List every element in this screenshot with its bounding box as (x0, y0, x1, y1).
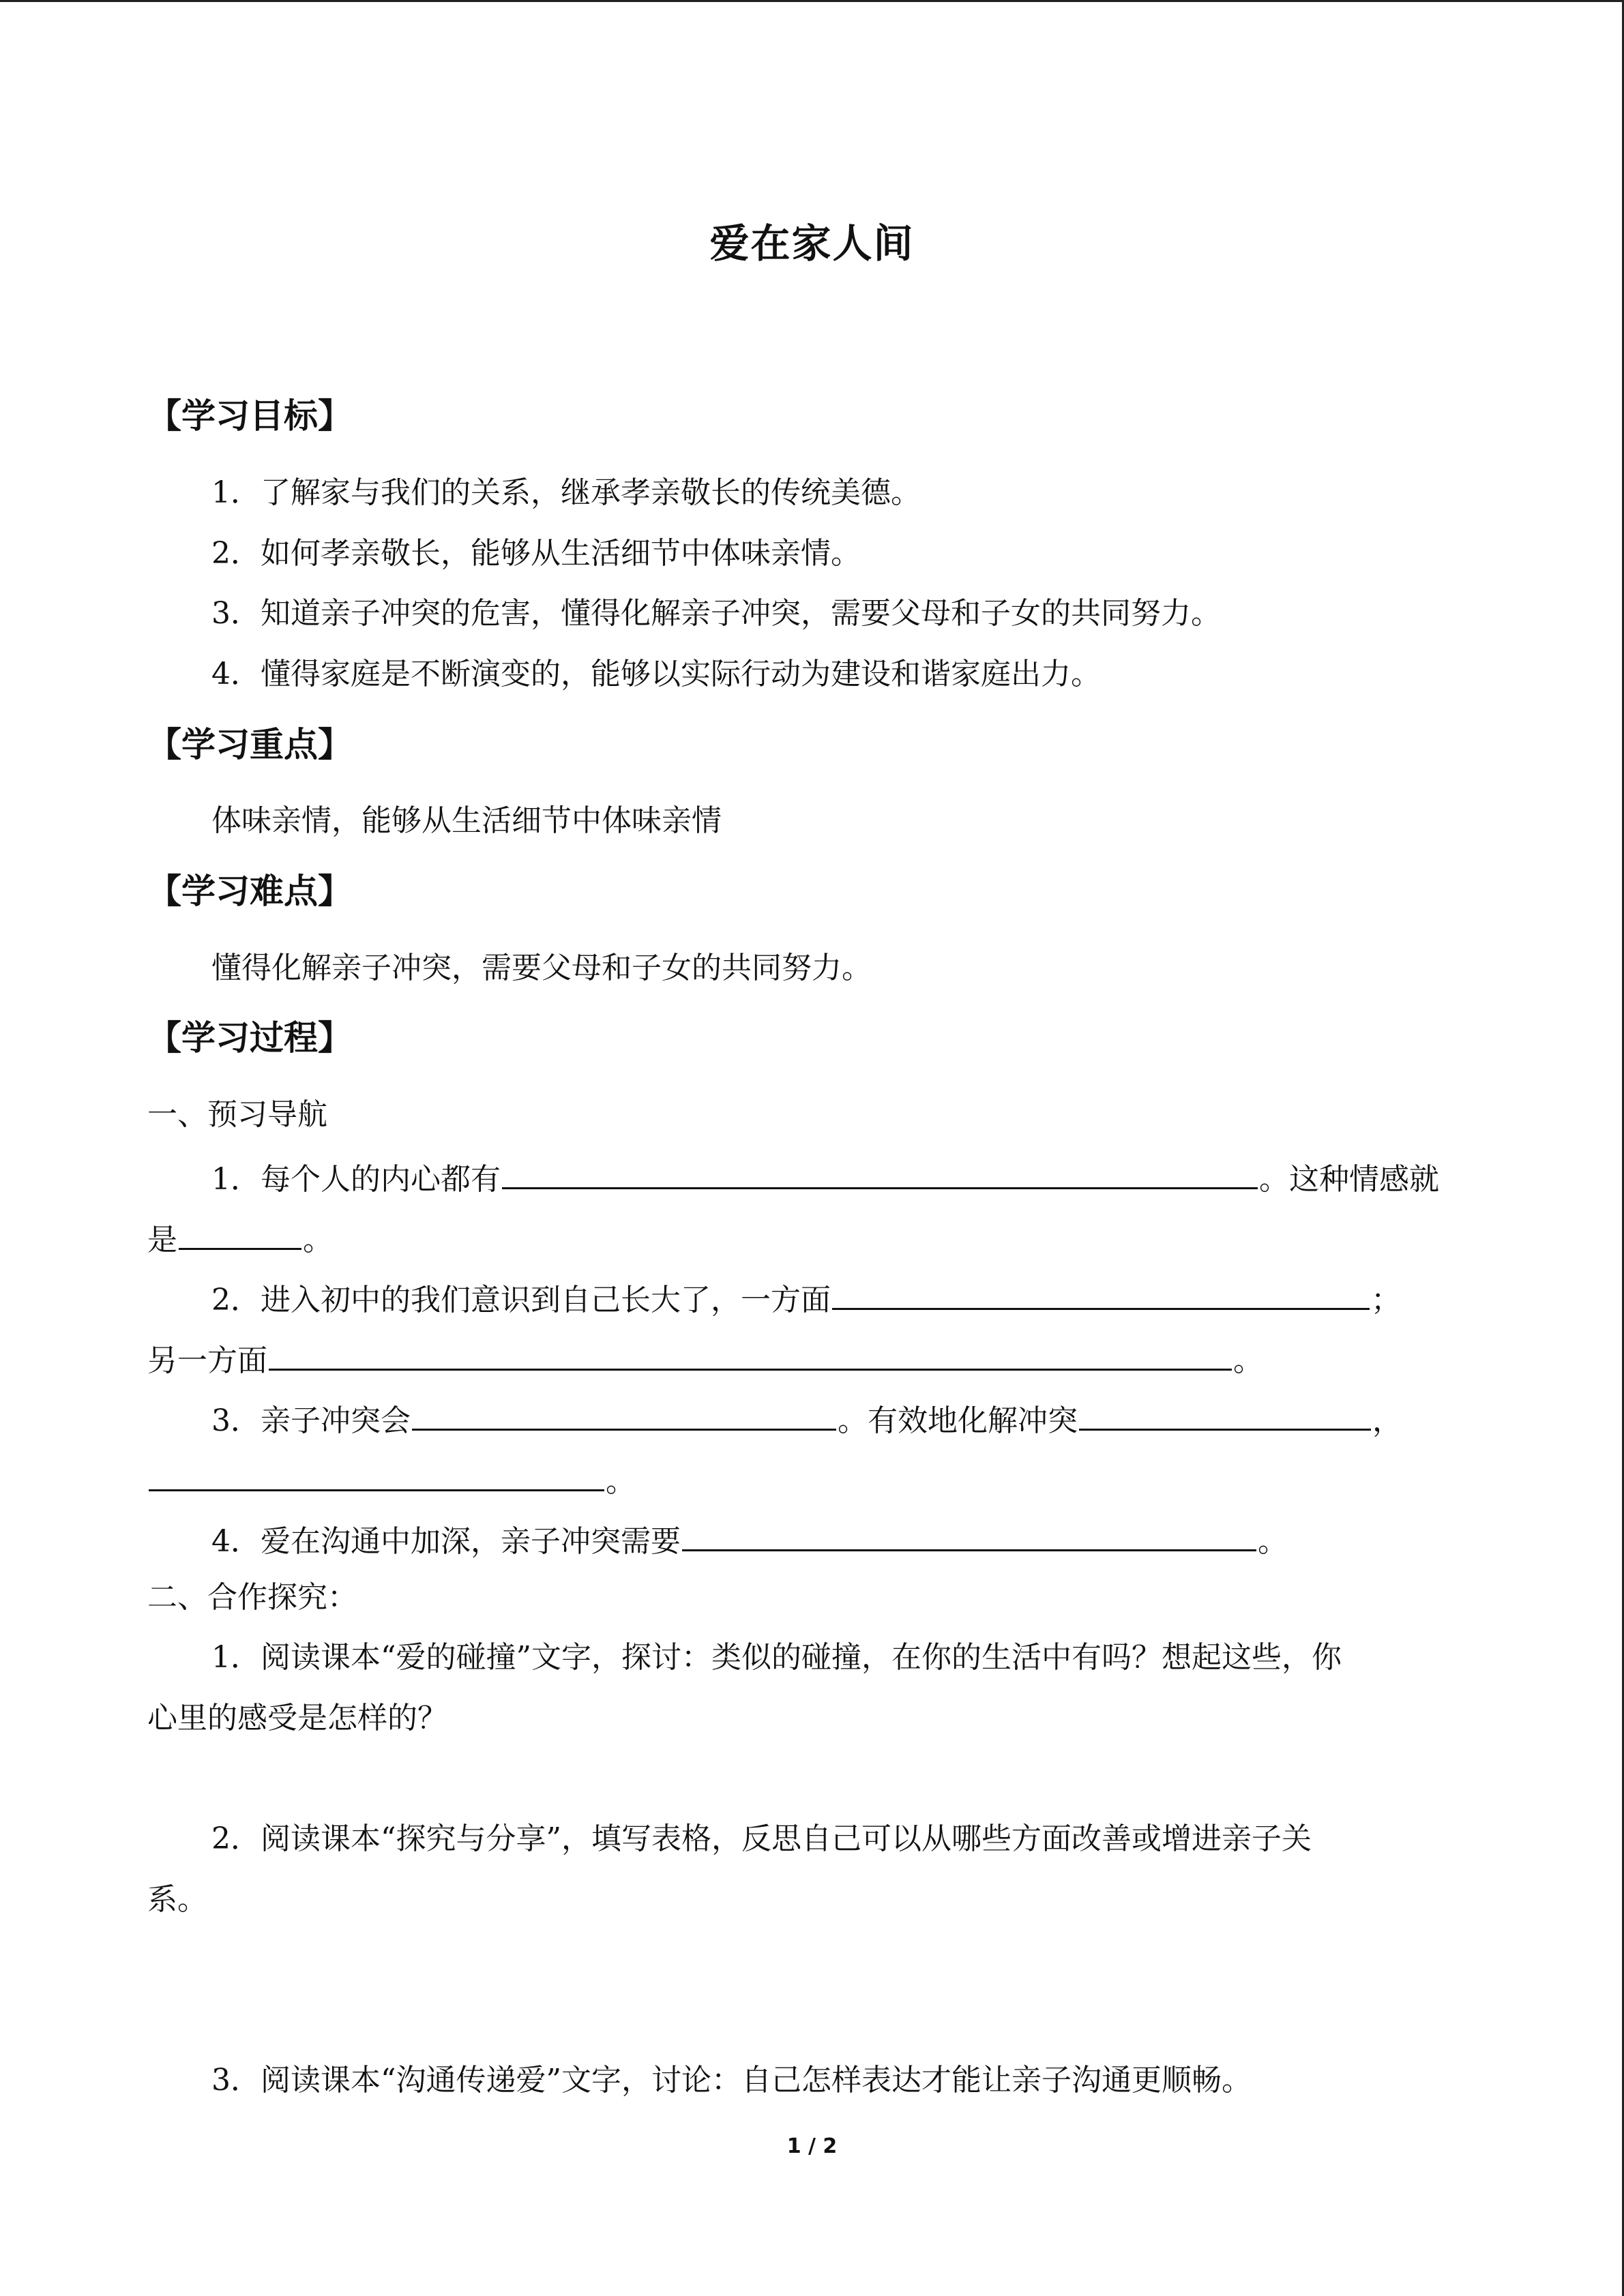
question-text: 。 (606, 1464, 636, 1499)
question-text: 。 (1258, 1524, 1288, 1559)
fill-blank[interactable] (1079, 1399, 1371, 1431)
difficulties-heading: 【学习难点】 (147, 871, 352, 911)
fill-blank[interactable] (502, 1157, 1258, 1189)
preview-question-1 (211, 1157, 1439, 1198)
cooperation-label: 二、合作探究： (147, 1580, 357, 1615)
preview-question-3-cont (147, 1459, 636, 1500)
preview-question-3 (211, 1399, 1402, 1440)
fill-blank[interactable] (179, 1218, 301, 1250)
objectives-heading: 【学习目标】 (147, 396, 352, 436)
question-text: 。这种情感就 (1259, 1162, 1439, 1197)
fill-blank[interactable] (832, 1278, 1370, 1310)
fill-blank[interactable] (269, 1339, 1232, 1371)
cooperation-question-2: 2．阅读课本“探究与分享”，填写表格，反思自己可以从哪些方面改善或增进亲子关 (211, 1821, 1312, 1856)
question-text: ， (1372, 1403, 1402, 1438)
key-points-heading: 【学习重点】 (147, 725, 352, 764)
document-title: 爱在家人间 (709, 220, 915, 267)
question-text: 另一方面 (147, 1343, 267, 1378)
preview-label: 一、预习导航 (147, 1097, 327, 1132)
page-number: 1 / 2 (786, 2134, 838, 2158)
preview-question-2-cont (147, 1339, 1263, 1380)
fill-blank[interactable] (149, 1459, 604, 1491)
objective-item: 4．懂得家庭是不断演变的，能够以实际行动为建设和谐家庭出力。 (211, 657, 1101, 691)
preview-question-2 (211, 1278, 1401, 1319)
fill-blank[interactable] (682, 1519, 1256, 1551)
question-text: 2．进入初中的我们意识到自己长大了，一方面 (211, 1283, 831, 1317)
key-points-text: 体味亲情，能够从生活细节中体味亲情 (211, 803, 722, 838)
cooperation-question-2-cont: 系。 (147, 1882, 207, 1917)
cooperation-question-3: 3．阅读课本“沟通传递爱”文字，讨论：自己怎样表达才能让亲子沟通更顺畅。 (211, 2063, 1252, 2098)
process-heading: 【学习过程】 (147, 1018, 352, 1058)
preview-question-1-cont (147, 1218, 333, 1259)
question-text: 是 (147, 1223, 177, 1257)
fill-blank[interactable] (412, 1399, 836, 1431)
difficulties-text: 懂得化解亲子冲突，需要父母和子女的共同努力。 (211, 951, 872, 985)
question-text: 4．爱在沟通中加深，亲子冲突需要 (211, 1524, 681, 1559)
question-text: ； (1371, 1283, 1401, 1317)
question-text: 。有效地化解冲突 (838, 1403, 1078, 1438)
question-text: 1．每个人的内心都有 (211, 1162, 501, 1197)
objective-item: 3．知道亲子冲突的危害，懂得化解亲子冲突，需要父母和子女的共同努力。 (211, 596, 1221, 631)
cooperation-question-1: 1．阅读课本“爱的碰撞”文字，探讨：类似的碰撞，在你的生活中有吗？想起这些，你 (211, 1640, 1342, 1675)
cooperation-question-1-cont: 心里的感受是怎样的？ (147, 1701, 447, 1735)
objective-item: 1．了解家与我们的关系，继承孝亲敬长的传统美德。 (211, 475, 921, 510)
question-text: 3．亲子冲突会 (211, 1403, 411, 1438)
preview-question-4 (211, 1519, 1288, 1560)
objective-item: 2．如何孝亲敬长，能够从生活细节中体味亲情。 (211, 536, 861, 571)
question-text: 。 (1233, 1343, 1263, 1378)
question-text: 。 (303, 1223, 333, 1257)
